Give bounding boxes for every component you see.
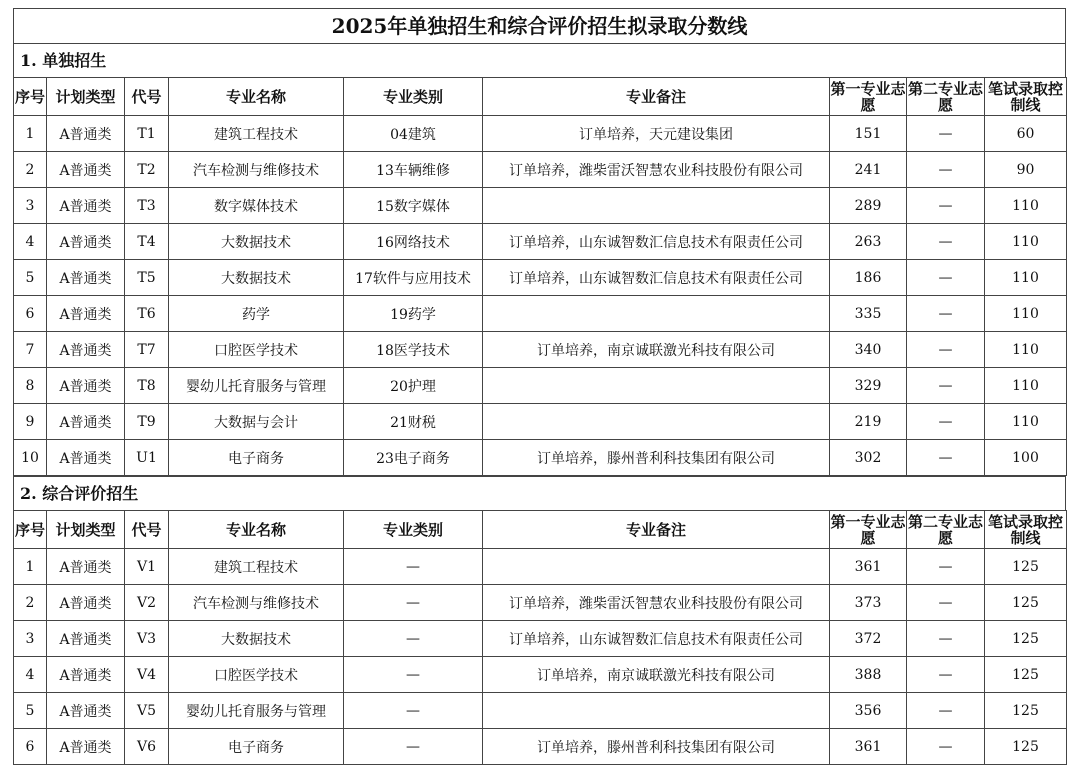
cell-seq: 2 — [14, 585, 47, 621]
table-row — [14, 188, 1067, 224]
cell-major-note — [483, 404, 830, 440]
header-second-choice: 第二专业志愿 — [907, 79, 983, 114]
score-sheet — [13, 8, 1066, 765]
cell-major-category: 19药学 — [344, 296, 483, 332]
header-major-note: 专业备注 — [483, 511, 830, 549]
cell-seq: 6 — [14, 729, 47, 765]
cell-major-name: 口腔医学技术 — [169, 657, 344, 693]
header-major-name: 专业名称 — [169, 511, 344, 549]
cell-major-note — [483, 296, 830, 332]
header-plan-type: 计划类型 — [47, 78, 125, 116]
cell-major-note: 订单培养，南京诚联激光科技有限公司 — [483, 332, 830, 368]
header-second-choice: 第二专业志愿 — [907, 512, 983, 547]
header-major-category: 专业类别 — [344, 78, 483, 116]
cell-plan-type: A普通类 — [47, 152, 125, 188]
cell-major-name: 建筑工程技术 — [169, 549, 344, 585]
header-major-note: 专业备注 — [483, 78, 830, 116]
cell-code: T2 — [125, 152, 169, 188]
cell-second-choice: — — [907, 404, 985, 440]
cell-major-category: 17软件与应用技术 — [344, 260, 483, 296]
cell-seq: 1 — [14, 116, 47, 152]
cell-major-category: 04建筑 — [344, 116, 483, 152]
cell-major-name: 大数据与会计 — [169, 404, 344, 440]
table-row — [14, 549, 1067, 585]
cell-major-category: — — [344, 657, 483, 693]
table-header-row — [14, 78, 1067, 116]
cell-plan-type: A普通类 — [47, 296, 125, 332]
cell-second-choice: — — [907, 152, 985, 188]
cell-seq: 8 — [14, 368, 47, 404]
cell-written-cutoff: 110 — [985, 224, 1067, 260]
cell-written-cutoff: 125 — [985, 657, 1067, 693]
cell-major-name: 汽车检测与维修技术 — [169, 152, 344, 188]
cell-first-choice: 186 — [830, 260, 907, 296]
cell-major-name: 电子商务 — [169, 440, 344, 476]
cell-second-choice: — — [907, 729, 985, 765]
table-row — [14, 260, 1067, 296]
section-heading-single: 1. 单独招生 — [13, 43, 1066, 77]
header-seq: 序号 — [14, 78, 47, 116]
cell-first-choice: 361 — [830, 729, 907, 765]
cell-written-cutoff: 125 — [985, 621, 1067, 657]
cell-written-cutoff: 110 — [985, 260, 1067, 296]
cell-plan-type: A普通类 — [47, 657, 125, 693]
header-written-cutoff: 笔试录取控制线 — [985, 78, 1067, 116]
table-row — [14, 585, 1067, 621]
cell-first-choice: 302 — [830, 440, 907, 476]
table-row — [14, 693, 1067, 729]
cell-seq: 3 — [14, 621, 47, 657]
cell-seq: 10 — [14, 440, 47, 476]
cell-major-note — [483, 693, 830, 729]
cell-major-note: 订单培养，山东诚智数汇信息技术有限责任公司 — [483, 224, 830, 260]
cell-second-choice: — — [907, 260, 985, 296]
cell-code: V6 — [125, 729, 169, 765]
cell-major-name: 汽车检测与维修技术 — [169, 585, 344, 621]
cell-second-choice: — — [907, 296, 985, 332]
header-code: 代号 — [125, 511, 169, 549]
header-first-choice: 第一专业志愿 — [830, 512, 906, 547]
cell-major-note — [483, 549, 830, 585]
page-title: 2025年单独招生和综合评价招生拟录取分数线 — [13, 8, 1066, 43]
cell-major-name: 电子商务 — [169, 729, 344, 765]
header-plan-type: 计划类型 — [47, 511, 125, 549]
cell-second-choice: — — [907, 693, 985, 729]
cell-first-choice: 219 — [830, 404, 907, 440]
cell-plan-type: A普通类 — [47, 549, 125, 585]
header-first-choice: 第一专业志愿 — [830, 79, 906, 114]
cell-first-choice: 289 — [830, 188, 907, 224]
cell-major-category: — — [344, 585, 483, 621]
cell-plan-type: A普通类 — [47, 224, 125, 260]
cell-written-cutoff: 110 — [985, 296, 1067, 332]
table-row — [14, 621, 1067, 657]
cell-written-cutoff: 110 — [985, 332, 1067, 368]
cell-second-choice: — — [907, 440, 985, 476]
cell-code: U1 — [125, 440, 169, 476]
cell-first-choice: 151 — [830, 116, 907, 152]
table-row — [14, 296, 1067, 332]
cell-written-cutoff: 110 — [985, 404, 1067, 440]
cell-major-category: — — [344, 549, 483, 585]
table-row — [14, 224, 1067, 260]
header-written-cutoff: 笔试录取控制线 — [985, 511, 1067, 549]
cell-second-choice: — — [907, 224, 985, 260]
cell-seq: 5 — [14, 693, 47, 729]
table-row — [14, 404, 1067, 440]
table-row — [14, 152, 1067, 188]
cell-written-cutoff: 110 — [985, 368, 1067, 404]
cell-code: T6 — [125, 296, 169, 332]
cell-first-choice: 263 — [830, 224, 907, 260]
cell-written-cutoff: 110 — [985, 188, 1067, 224]
cell-code: T4 — [125, 224, 169, 260]
cell-plan-type: A普通类 — [47, 116, 125, 152]
cell-plan-type: A普通类 — [47, 404, 125, 440]
cell-plan-type: A普通类 — [47, 332, 125, 368]
cell-major-category: 16网络技术 — [344, 224, 483, 260]
cell-major-note: 订单培养，山东诚智数汇信息技术有限责任公司 — [483, 260, 830, 296]
cell-second-choice: — — [907, 332, 985, 368]
table-single-admission — [13, 77, 1067, 476]
cell-plan-type: A普通类 — [47, 440, 125, 476]
cell-major-name: 建筑工程技术 — [169, 116, 344, 152]
cell-seq: 4 — [14, 657, 47, 693]
cell-first-choice: 356 — [830, 693, 907, 729]
cell-code: T1 — [125, 116, 169, 152]
cell-major-name: 大数据技术 — [169, 224, 344, 260]
cell-first-choice: 361 — [830, 549, 907, 585]
table-row — [14, 332, 1067, 368]
cell-seq: 1 — [14, 549, 47, 585]
cell-second-choice: — — [907, 368, 985, 404]
cell-written-cutoff: 125 — [985, 549, 1067, 585]
cell-major-category: 23电子商务 — [344, 440, 483, 476]
section-heading-comprehensive: 2. 综合评价招生 — [13, 476, 1066, 510]
cell-plan-type: A普通类 — [47, 729, 125, 765]
cell-second-choice: — — [907, 657, 985, 693]
header-major-category: 专业类别 — [344, 511, 483, 549]
cell-code: T9 — [125, 404, 169, 440]
cell-second-choice: — — [907, 549, 985, 585]
cell-major-note: 订单培养，天元建设集团 — [483, 116, 830, 152]
cell-code: V3 — [125, 621, 169, 657]
header-seq: 序号 — [14, 511, 47, 549]
cell-major-note: 订单培养，南京诚联激光科技有限公司 — [483, 657, 830, 693]
cell-major-category: 15数字媒体 — [344, 188, 483, 224]
cell-seq: 6 — [14, 296, 47, 332]
cell-code: T3 — [125, 188, 169, 224]
cell-major-name: 婴幼儿托育服务与管理 — [169, 693, 344, 729]
cell-major-category: 20护理 — [344, 368, 483, 404]
table-header-row — [14, 511, 1067, 549]
cell-major-category: 21财税 — [344, 404, 483, 440]
cell-seq: 2 — [14, 152, 47, 188]
cell-second-choice: — — [907, 116, 985, 152]
cell-major-note: 订单培养，滕州普利科技集团有限公司 — [483, 729, 830, 765]
cell-written-cutoff: 125 — [985, 729, 1067, 765]
cell-second-choice: — — [907, 621, 985, 657]
cell-major-note: 订单培养，潍柴雷沃智慧农业科技股份有限公司 — [483, 585, 830, 621]
cell-major-note: 订单培养，山东诚智数汇信息技术有限责任公司 — [483, 621, 830, 657]
cell-written-cutoff: 125 — [985, 585, 1067, 621]
cell-major-name: 口腔医学技术 — [169, 332, 344, 368]
cell-major-category: — — [344, 621, 483, 657]
cell-plan-type: A普通类 — [47, 260, 125, 296]
cell-major-note — [483, 188, 830, 224]
table-row — [14, 368, 1067, 404]
cell-code: T7 — [125, 332, 169, 368]
cell-major-category: — — [344, 729, 483, 765]
table-row — [14, 729, 1067, 765]
table-row — [14, 657, 1067, 693]
cell-seq: 9 — [14, 404, 47, 440]
table-row — [14, 116, 1067, 152]
cell-seq: 5 — [14, 260, 47, 296]
cell-major-name: 大数据技术 — [169, 621, 344, 657]
cell-plan-type: A普通类 — [47, 188, 125, 224]
cell-code: T5 — [125, 260, 169, 296]
table-row — [14, 440, 1067, 476]
cell-code: T8 — [125, 368, 169, 404]
cell-plan-type: A普通类 — [47, 585, 125, 621]
cell-major-name: 数字媒体技术 — [169, 188, 344, 224]
cell-major-note — [483, 368, 830, 404]
cell-first-choice: 372 — [830, 621, 907, 657]
cell-plan-type: A普通类 — [47, 693, 125, 729]
cell-seq: 3 — [14, 188, 47, 224]
table-comprehensive-admission — [13, 510, 1067, 765]
cell-seq: 4 — [14, 224, 47, 260]
cell-seq: 7 — [14, 332, 47, 368]
cell-written-cutoff: 125 — [985, 693, 1067, 729]
cell-code: V4 — [125, 657, 169, 693]
cell-major-name: 婴幼儿托育服务与管理 — [169, 368, 344, 404]
header-code: 代号 — [125, 78, 169, 116]
cell-code: V5 — [125, 693, 169, 729]
cell-written-cutoff: 60 — [985, 116, 1067, 152]
cell-major-note: 订单培养，滕州普利科技集团有限公司 — [483, 440, 830, 476]
cell-first-choice: 373 — [830, 585, 907, 621]
cell-major-category: — — [344, 693, 483, 729]
cell-code: V1 — [125, 549, 169, 585]
cell-first-choice: 335 — [830, 296, 907, 332]
cell-major-category: 13车辆维修 — [344, 152, 483, 188]
cell-major-note: 订单培养，潍柴雷沃智慧农业科技股份有限公司 — [483, 152, 830, 188]
cell-second-choice: — — [907, 188, 985, 224]
cell-major-name: 大数据技术 — [169, 260, 344, 296]
cell-second-choice: — — [907, 585, 985, 621]
cell-first-choice: 241 — [830, 152, 907, 188]
cell-code: V2 — [125, 585, 169, 621]
cell-written-cutoff: 90 — [985, 152, 1067, 188]
cell-major-category: 18医学技术 — [344, 332, 483, 368]
cell-first-choice: 329 — [830, 368, 907, 404]
cell-written-cutoff: 100 — [985, 440, 1067, 476]
header-major-name: 专业名称 — [169, 78, 344, 116]
cell-major-name: 药学 — [169, 296, 344, 332]
cell-first-choice: 388 — [830, 657, 907, 693]
cell-plan-type: A普通类 — [47, 368, 125, 404]
cell-first-choice: 340 — [830, 332, 907, 368]
cell-plan-type: A普通类 — [47, 621, 125, 657]
